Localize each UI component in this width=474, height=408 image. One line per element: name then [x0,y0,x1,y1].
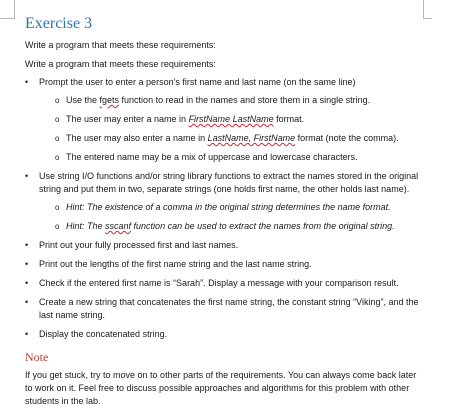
list-item [25,277,425,290]
name-format: LastName, FirstName [207,133,296,143]
circle-bullet-icon: o [55,134,60,143]
list-item [25,296,425,322]
text-run: The entered name may be a mix of uppercase and lowercase characters. [66,152,358,162]
list-item [25,328,425,341]
requirement-text: Use string I/O functions and/or string library functions to extract the names stored in the original string and put them in two, separate strings (one holds first name, the other holds last name). [39,171,419,194]
circle-bullet-icon: o [55,222,60,231]
bullet-icon: • [25,240,29,250]
bullet-icon: • [25,329,29,339]
sub-list [39,201,425,233]
hint-label: Hint: [66,221,85,231]
bullet-icon: • [25,171,29,181]
sub-list-item [39,113,425,126]
requirement-text: Check if the entered first name is “Sarah”. Display a message with your comparison result. [39,278,399,288]
text-run: format. [273,114,305,124]
requirement-text: Prompt the user to enter a person’s first name and last name (on the same line) [39,77,356,87]
list-item [25,170,425,233]
requirement-text: Print out the lengths of the first name string and the last name string. [39,259,312,269]
intro-line: Write a program that meets these requirements: [25,59,216,69]
circle-bullet-icon: o [55,115,60,124]
text-run: The user may enter a name in [66,114,189,124]
list-item [25,239,425,252]
sub-list-item [39,132,425,145]
bullet-icon: • [25,77,29,87]
hint-text: The existence of a comma in the original string determines the name format. [84,202,391,212]
text-run: function to read in the names and store them in a single string. [119,95,371,105]
requirement-text: Create a new string that concatenates the first name string, the constant string “Viking”, and the last name string. [39,297,419,320]
note-heading: Note [25,350,49,364]
text-run: format (note the comma). [295,133,399,143]
function-name: fgets [99,95,120,105]
sub-list-item [39,201,425,214]
bullet-icon: • [25,259,29,269]
hint-text: The [84,221,106,231]
page-corner-mark [0,0,15,19]
document-page [25,14,425,408]
requirement-text: Display the concatenated string. [39,329,168,339]
text-run: Use the [66,95,100,105]
name-format: FirstName LastName [188,114,274,124]
sub-list-item [39,220,425,233]
circle-bullet-icon: o [55,96,60,105]
list-item [25,258,425,271]
exercise-title: Exercise 3 [25,15,93,32]
bullet-icon: • [25,278,29,288]
requirements-list [25,76,425,341]
hint-text: function can be used to extract the names from the original string. [131,221,395,231]
circle-bullet-icon: o [55,153,60,162]
sub-list-item [39,94,425,107]
sub-list-item [39,151,425,164]
sub-list [39,94,425,164]
text-run: The user may also enter a name in [66,133,208,143]
bullet-icon: • [25,297,29,307]
hint-label: Hint: [66,202,85,212]
function-name: sscanf [105,221,132,231]
intro-line: Write a program that meets these requirements: [25,40,216,50]
list-item [25,76,425,164]
note-paragraph: If you get stuck, try to move on to other parts of the requirements. You can always come back later to work on it. Feel free to discuss possible approaches and algorithms for this problem with other students in the lab. [25,370,417,406]
circle-bullet-icon: o [55,203,60,212]
requirement-text: Print out your fully processed first and last names. [39,240,239,250]
